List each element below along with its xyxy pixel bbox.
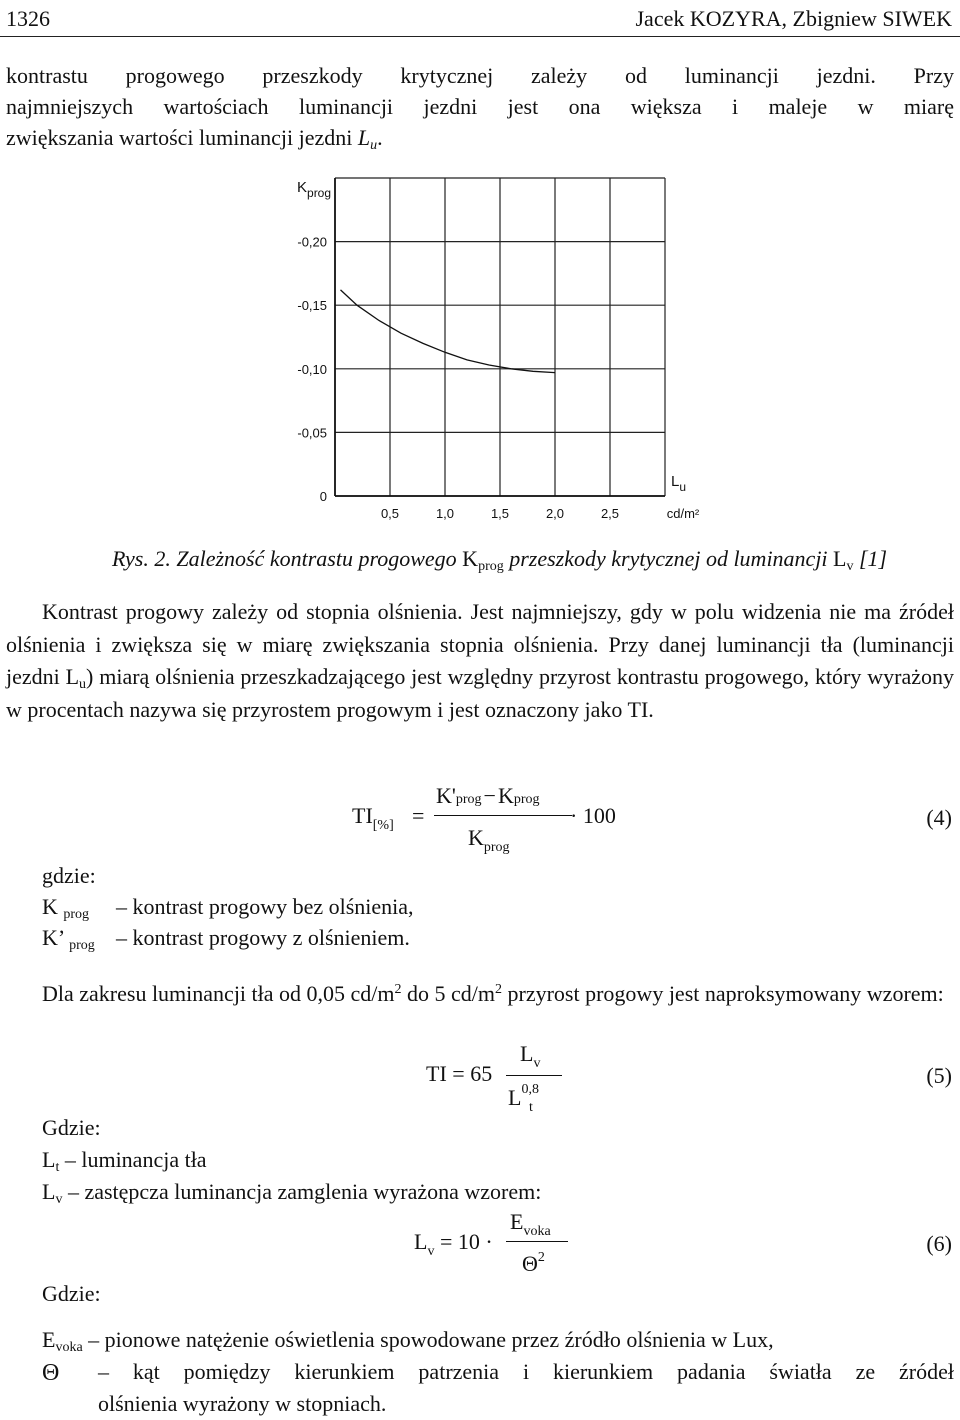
paragraph-approximation [6, 978, 954, 1010]
eq6-l: L [414, 1229, 428, 1254]
defs3-theta-symbol: Θ [42, 1360, 60, 1386]
kprog-chart [285, 170, 705, 530]
eq4-numerator [436, 780, 540, 811]
eq4-times: · [570, 803, 578, 828]
x-tick-label-4: 2,5 [600, 506, 620, 521]
x-tick-label-2: 1,5 [490, 506, 510, 521]
defs2-item1-text: – zastępcza luminancja zamglenia wyrażona wzorem: [62, 1179, 542, 1204]
defs3-theta-line-2: olśnienia wyrażony w stopniach. [98, 1391, 387, 1416]
chart-grid [335, 178, 665, 496]
x-tick-label-1: 1,0 [435, 506, 455, 521]
eq6-coef: 10 [457, 1229, 480, 1254]
eq4-num-k: K [497, 783, 514, 808]
intro-line-1: kontrastu progowego przeszkody krytycznej zależy od luminancji jezdni. Przy [6, 63, 954, 88]
eq5-numerator [520, 1038, 540, 1069]
intro-line-3 [6, 122, 954, 153]
chart-x-label [671, 473, 686, 494]
defs2-item1-sub: v [55, 1192, 63, 1207]
caption-prefix: Rys. 2. Zależność kontrastu progowego [112, 546, 463, 571]
caption-lv [833, 546, 854, 574]
equation-4-lhs [352, 800, 394, 831]
eq6-num-e: E [510, 1209, 524, 1234]
eq4-number: (4) [926, 805, 952, 830]
defs1-item1-symbol: K’ [42, 925, 64, 950]
chart-series-line [341, 290, 556, 373]
eq6-num-sub: voka [523, 1224, 551, 1239]
x-tick-label-3: 2,0 [545, 506, 565, 521]
eq6-number: (6) [926, 1231, 952, 1256]
x-tick-label-0: 0,5 [380, 506, 400, 521]
intro-line-2: najmniejszych wartościach luminancji jezdni jest ona większa i maleje w miarę [6, 94, 954, 120]
defs2-item-lv [42, 1176, 541, 1207]
intro-line-3-tail: . [377, 125, 383, 151]
chart-y-label [297, 179, 331, 200]
eq6-denominator [522, 1248, 545, 1279]
defs3-evoka-text: – pionowe natężenie oświetlenia spowodowane przez źródło olśnienia w Lux, [82, 1327, 774, 1352]
caption-k-letter: K [462, 546, 479, 571]
lu-symbol [357, 125, 378, 154]
x-label-letter: L [671, 473, 680, 490]
eq6-lhs [414, 1226, 493, 1257]
eq5-num-l: L [520, 1041, 534, 1066]
eq4-den-k-sub: prog [483, 840, 510, 855]
x-label-sub: u [679, 480, 687, 494]
eq5-num-sub: v [533, 1056, 541, 1071]
eq4-hundred: 100 [582, 803, 616, 828]
eq6-equals: = [439, 1229, 453, 1254]
eq4-equals: = [412, 803, 425, 828]
paragraph3-sup1: 2 [394, 982, 402, 997]
y-tick-label-1: -0,05 [297, 425, 327, 441]
defs2-item1-symbol: L [42, 1179, 56, 1204]
eq6-den-sup: 2 [537, 1250, 545, 1265]
defs2-item-lt [42, 1144, 207, 1175]
eq4-ti: TI [352, 803, 373, 828]
defs3-intro: Gdzie: [42, 1281, 101, 1306]
defs2-item0-symbol: L [42, 1147, 56, 1172]
defs1-item-kprog-symbol [42, 891, 89, 922]
eq5-den-sup: 0,8 [521, 1082, 539, 1097]
defs2-item0-text: – luminancja tła [59, 1147, 207, 1172]
eq4-ti-sub: [%] [372, 818, 394, 833]
running-head-authors: Jacek KOZYRA, Zbigniew SIWEK [635, 6, 952, 31]
eq5-equals: = [452, 1061, 465, 1086]
eq6-theta: Θ [522, 1251, 538, 1276]
eq6-l-sub: v [427, 1244, 435, 1259]
eq4-denominator [468, 822, 510, 853]
caption-l-sub: v [846, 559, 854, 574]
defs1-item0-symbol: K [42, 894, 58, 919]
chart-y-ticks [297, 235, 327, 504]
defs1-intro: gdzie: [42, 863, 96, 888]
intro-line-3-text: zwiększania wartości luminancji jezdni [6, 125, 358, 151]
eq5-den-l: L [508, 1085, 522, 1110]
eq6-fraction-bar [506, 1241, 568, 1242]
defs3-theta-line-1: – kąt pomiędzy kierunkiem patrzenia i kierunkiem padania światła ze źródeł [98, 1359, 954, 1384]
defs3-evoka-sub: voka [55, 1340, 83, 1355]
defs1-item0-sub: prog [63, 907, 90, 922]
eq4-num-k-sub: prog [513, 792, 540, 807]
caption-middle: przeszkody krytycznej od luminancji [503, 546, 834, 571]
y-tick-label-3: -0,15 [297, 298, 327, 314]
lu-symbol-sub: u [370, 138, 378, 154]
paragraph3-sup2: 2 [495, 982, 503, 997]
lu-symbol-letter: L [357, 125, 371, 151]
paragraph3-t2: do 5 cd/m [401, 981, 496, 1006]
defs1-item-kprime-text: – kontrast progowy z olśnieniem. [116, 925, 410, 950]
eq5-number: (5) [926, 1063, 952, 1088]
eq4-den-k: K [468, 825, 484, 850]
y-tick-label-2: -0,10 [297, 361, 327, 377]
defs2-intro: Gdzie: [42, 1115, 101, 1140]
defs1-item-kprime-symbol [42, 922, 95, 953]
eq4-num-kprime: K' [436, 783, 456, 808]
defs2-item0-sub: t [55, 1160, 60, 1175]
figure-caption [112, 543, 887, 574]
paragraph3-t3: przyrost progowy jest naproksymowany wzorem: [502, 981, 944, 1006]
y-label-letter: K [297, 179, 308, 196]
eq5-den-sub: t [528, 1100, 533, 1115]
chart-x-unit: cd/m² [666, 506, 700, 521]
caption-suffix: [1] [853, 546, 888, 571]
paragraph2-part1: Kontrast progowy zależy od stopnia olśnienia. Jest najmniejszy, gdy w polu widzenia nie ma źródeł olśnienia i zwiększa się w miarę zwiększania stopnia olśnienia. Przy danej luminancji tła (luminancji jezdni L [6, 599, 954, 689]
eq5-ti: TI [426, 1061, 447, 1086]
eq5-fraction-bar [506, 1075, 562, 1076]
eq5-coef: 65 [470, 1061, 493, 1086]
paragraph-threshold-contrast [6, 596, 954, 726]
defs1-item-kprog-text: – kontrast progowy bez olśnienia, [116, 894, 414, 919]
eq4-num-kprime-sub: prog [455, 792, 482, 807]
y-tick-label-4: -0,20 [297, 234, 327, 250]
eq6-numerator [510, 1206, 551, 1237]
caption-l-letter: L [833, 546, 847, 571]
y-label-sub: prog [307, 186, 332, 200]
paragraph2-part2: ) miarą olśnienia przeszkadzającego jest względny przyrost kontrastu progowego, który wyrażony w procentach nazywa się przyrostem progowym i jest oznaczony jako TI. [6, 664, 954, 722]
eq5-denominator [508, 1082, 539, 1115]
paragraph3-t1: Dla zakresu luminancji tła od 0,05 cd/m [42, 981, 395, 1006]
eq4-minus: − [483, 783, 496, 808]
caption-kprog [462, 546, 504, 574]
eq4-factor [570, 800, 616, 831]
paragraph2-sub: u [79, 677, 87, 692]
page-number: 1326 [6, 6, 50, 31]
eq6-times: · [485, 1229, 493, 1254]
eq4-fraction-bar [434, 815, 572, 816]
intro-paragraph [6, 60, 954, 154]
caption-k-sub: prog [478, 559, 504, 574]
defs1-item1-sub: prog [69, 938, 95, 953]
chart-x-ticks [381, 506, 619, 521]
y-tick-label-0: 0 [319, 489, 327, 504]
defs3-evoka [42, 1324, 774, 1355]
defs3-evoka-symbol: E [42, 1327, 56, 1352]
eq5-lhs [426, 1058, 492, 1089]
